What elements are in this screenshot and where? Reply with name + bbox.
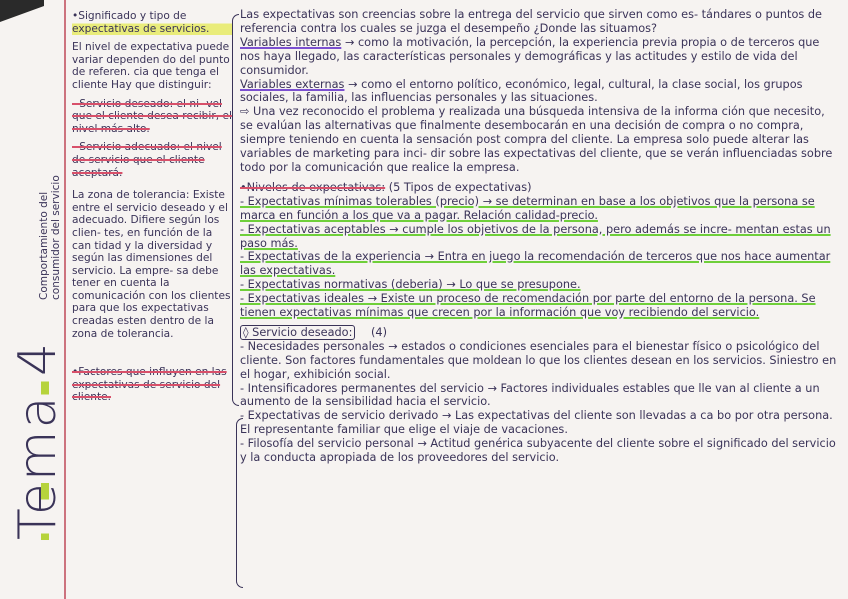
deseado-necesidades: - Necesidades personales → estados o condiciones esenciales para el bienestar físico o psicológico del cliente. Son factores fundamentales que moldean lo que los clientes desean en los servicios. Siniestro en el hogar, exhibición social. <box>240 339 837 381</box>
nivel-minimas: - Expectativas mínimas tolerables (precio) → se determinan en base a los objetivos que la persona se marca en función a los que va a pagar. Relación calidad-precio. <box>240 194 815 222</box>
nivel-ideales: - Expectativas ideales → Existe un proceso de recomendación por parte del entorno de la persona. Se tienen expectativas mínimas que crecen por la información que voy recibiendo del servicio. <box>240 292 816 320</box>
item-servicio-adecuado: - Servicio adecuado: el nivel de servicio que el cliente aceptará. <box>72 141 222 179</box>
title-tema: Tema 4 <box>8 340 68 540</box>
nivel-normativas: - Expectativas normativas (deberia) → Lo que se presupone. <box>240 278 581 292</box>
subtitle-line1: Comportamiento del <box>38 191 50 300</box>
label-servicio-deseado: ◊ Servicio deseado: <box>240 325 355 340</box>
deseado-intensificadores: - Intensificadores permanentes del servicio → Factores individuales estables que lle van al cliente a un aumento de la sensibilidad hacia el servicio. <box>240 381 820 409</box>
item-servicio-deseado: - Servicio deseado: el ni- vel que el cliente desea recibir, el nivel más alto. <box>72 97 232 135</box>
heading-significado: •Significado y tipo de expectativas de servicios. <box>72 10 232 35</box>
label-variables-externas: Variables externas <box>240 77 345 91</box>
left-column <box>72 10 232 410</box>
subtitle-line2: consumidor del servicio <box>50 175 62 300</box>
para-zona-tolerancia: La zona de tolerancia: Existe entre el servicio deseado y el adecuado. Difiere según los clien- tes, en función de la can tidad y la diversidad y según las dimensiones del servicio. La empre- sa debe tener en cuenta la comunicación con los clientes para que los expectativas creadas esten dentro de la zona de tolerancia. <box>72 189 231 340</box>
heading-factores: •Factores que influyen en las expectativas de servicio del cliente. <box>72 366 227 404</box>
page-corner-shadow <box>0 0 44 22</box>
text-variables-externas: → como el entorno político, económico, legal, cultural, la clase social, los grupos sociales, la familia, las influencias personales y las situaciones. <box>240 77 803 105</box>
para-nivel: El nivel de expectativa puede variar dependen do del punto de referen. cia que tenga el cliente Hay que distinguir: <box>72 41 230 91</box>
count-niveles: (5 Tipos de expectativas) <box>388 180 532 194</box>
right-column <box>240 8 840 465</box>
variables-externas <box>240 78 840 106</box>
deseado-filosofia: - Filosofía del servicio personal → Actitud genérica subyacente del cliente sobre el significado del servicio y la conducta apropiada de los proveedores del servicio. <box>240 437 836 465</box>
para-decision-compra: ⇨ Una vez reconocido el problema y realizada una búsqueda intensiva de la informa ción que necesito, se evalúan las alternativas que finalmente desembocarán en una decisión de compra o no compra, siempre teniendo en cuenta la sensación post compra del cliente. La empresa solo puede alterar las variables de marketing para inci- dir sobre las expectativas del cliente, que se verán influenciadas sobre todo por la comunicación que realice la empresa. <box>240 105 833 174</box>
nivel-experiencia: - Expectativas de la experiencia → Entra en juego la recomendación de terceros que nos hace aumentar las expectativas. <box>240 250 831 278</box>
para-expectativas: Las expectativas son creencias sobre la entrega del servicio que sirven como es- tándares o puntos de referencia contra los cuales se juzga el desempeño ¿Donde las situamos? <box>240 8 822 35</box>
vertical-subtitle <box>38 40 62 300</box>
deseado-heading <box>240 326 840 340</box>
brace-top <box>232 14 239 406</box>
text-variables-internas: → como la motivación, la percepción, la experiencia previa propia o de terceros que nos haya llegado, las características personales y demográficas y las actitudes y estilo de vida del consumidor. <box>240 35 820 77</box>
deseado-derivado: - Expectativas de servicio derivado → Las expectativas del cliente son llevadas a ca bo por otra persona. El representante familiar que elige el viaje de vacaciones. <box>240 409 833 437</box>
label-niveles: •Niveles de expectativas: <box>240 180 386 194</box>
variables-internas <box>240 36 840 78</box>
label-variables-internas: Variables internas <box>240 35 342 49</box>
count-deseado: (4) <box>370 325 387 339</box>
niveles-heading <box>240 181 840 195</box>
nivel-aceptables: - Expectativas aceptables → cumple los objetivos de la persona, pero además se incre- mentan estas un paso más. <box>240 222 831 250</box>
